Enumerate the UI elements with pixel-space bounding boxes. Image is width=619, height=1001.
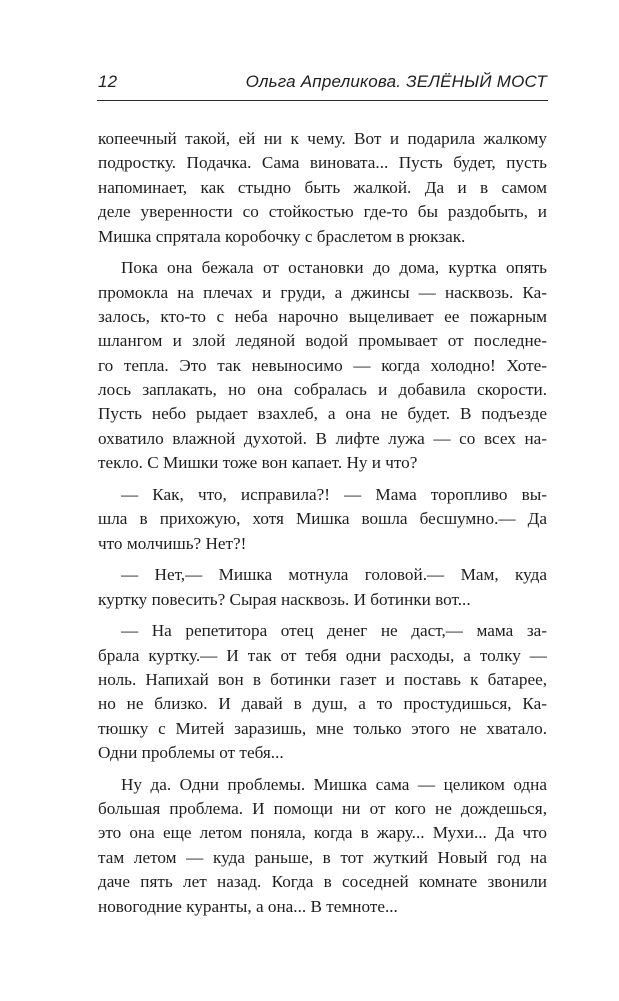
text-line: текло. С Мишки тоже вон капает. Ну и что? [98,453,418,473]
text-line: ноль. Напихай вон в ботинки газет и поставь к батарее, [98,669,547,689]
text-line: новогодние куранты, а она... В темноте... [98,896,398,916]
text-line: лось заплакать, но она собралась и добавила скорости. [98,380,547,400]
text-line: промокла на плечах и груди, а джинсы — насквозь. Ка- [98,282,547,302]
header-rule [97,100,548,101]
body-text [98,127,547,919]
text-line: Мишка спрятала коробочку с браслетом в рюкзак. [98,226,466,246]
text-line: подростку. Подачка. Сама виновата... Пусть будет, пусть [98,153,547,173]
running-head [98,72,547,92]
text-line: залось, кто-то с неба нарочно выцеливает ее пожарным [98,306,547,326]
text-line: Ну да. Одни проблемы. Мишка сама — целиком одна [121,774,547,794]
text-line: брала куртку.— И так от тебя одни расходы, а толку — [98,645,547,665]
text-line: деле уверенности со стойкостью где-то бы раздобыть, и [98,202,547,222]
text-line: большая проблема. И помощи ни от кого не дождешься, [98,799,547,819]
text-line: это она еще летом поняла, когда в жару... Мухи... Да что [98,823,547,843]
text-line: Пока она бежала от остановки до дома, куртка опять [121,258,547,278]
text-line: тюшку с Митей заразишь, мне только этого не хватало. [98,718,547,738]
text-line: что молчишь? Нет?! [98,533,247,553]
text-line: даче пять лет назад. Когда в соседней комнате звонили [98,872,547,892]
text-line: шла в прихожую, хотя Мишка вошла бесшумно.— Да [98,509,547,529]
text-line: охватило влажной духотой. В лифте лужа — со всех на- [98,428,547,448]
running-title: Ольга Апреликова. ЗЕЛЁНЫЙ МОСТ [245,72,547,91]
text-line: Пусть небо рыдает взахлеб, а она не будет. В подъезде [98,404,547,424]
paragraph [98,127,547,249]
paragraph [98,483,547,556]
text-line: там летом — куда раньше, в тот жуткий Новый год на [98,847,547,867]
paragraph [98,563,547,612]
text-line: напоминает, как стыдно быть жалкой. Да и в самом [98,177,547,197]
paragraph [98,773,547,919]
text-line: — На репетитора отец денег не даст,— мама за- [121,621,547,641]
text-line: Одни проблемы от тебя... [98,743,284,763]
text-line: го тепла. Это так невыносимо — когда холодно! Хоте- [98,355,547,375]
paragraph [98,256,547,476]
paragraph [98,619,547,765]
text-line: — Как, что, исправила?! — Мама торопливо вы- [121,484,547,504]
page-number: 12 [98,72,118,91]
text-line: но не близко. И давай в душ, а то простудишься, Ка- [98,694,547,714]
text-line: куртку повесить? Сырая насквозь. И ботинки вот... [98,589,471,609]
text-line: — Нет,— Мишка мотнула головой.— Мам, куда [121,565,547,585]
text-line: копеечный такой, ей ни к чему. Вот и подарила жалкому [98,129,547,148]
text-line: шлангом и злой ледяной водой промывает от последне- [98,331,547,351]
